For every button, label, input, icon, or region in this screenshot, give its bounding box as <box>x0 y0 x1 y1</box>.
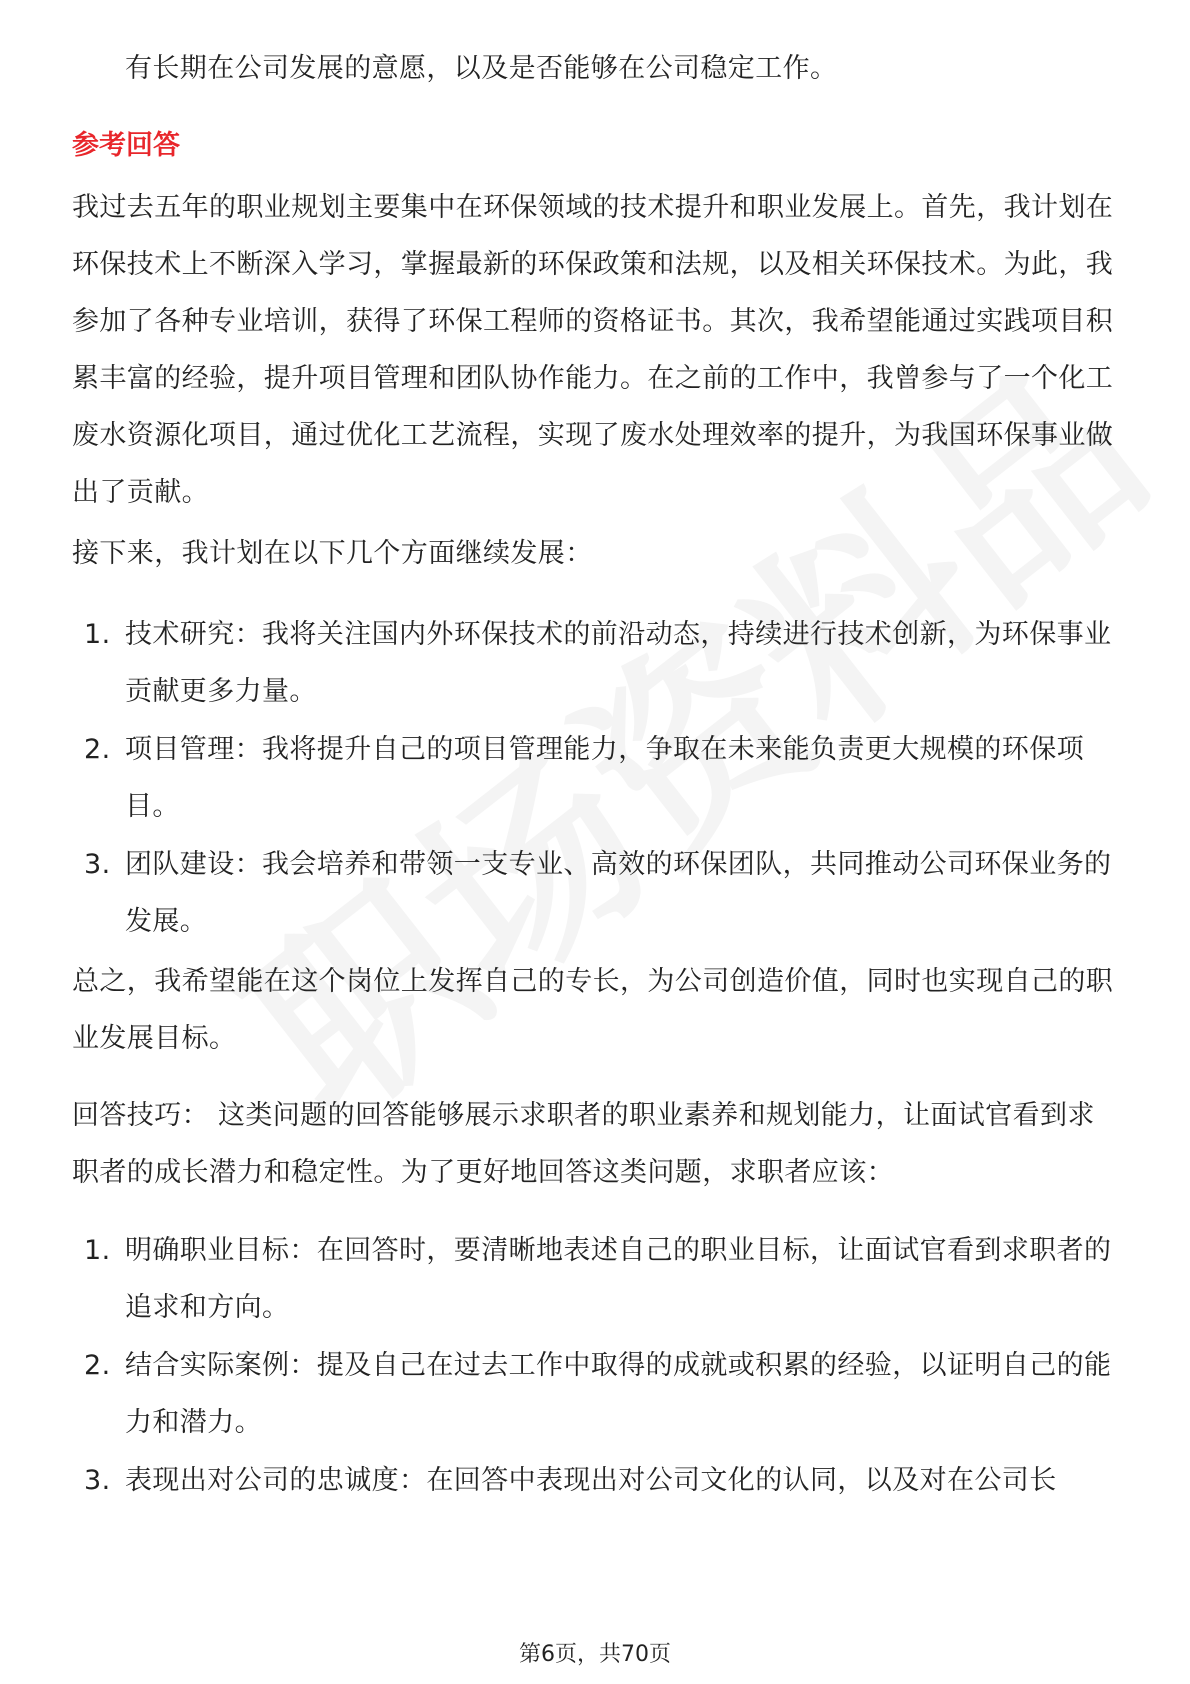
list-item <box>72 721 1117 835</box>
list-item-text: 团队建设：我会培养和带领一支专业、高效的环保团队，共同推动公司环保业务的发展。 <box>125 849 1112 937</box>
list-item-text: 项目管理：我将提升自己的项目管理能力，争取在未来能负责更大规模的环保项目。 <box>125 734 1084 822</box>
list-number: 3. <box>84 1465 111 1496</box>
plan-list <box>72 606 1117 951</box>
list-item <box>72 1222 1117 1336</box>
list-number: 1. <box>84 619 111 650</box>
list-number: 2. <box>84 1350 111 1381</box>
section-heading: 参考回答 <box>72 130 180 161</box>
page-number-footer: 第6页，共70页 <box>519 1642 671 1667</box>
list-number: 3. <box>84 849 111 880</box>
list-number: 1. <box>84 1235 111 1266</box>
list-number: 2. <box>84 734 111 765</box>
plan-intro-paragraph: 接下来，我计划在以下几个方面继续发展： <box>72 538 593 569</box>
list-item-text: 明确职业目标：在回答时，要清晰地表述自己的职业目标，让面试官看到求职者的追求和方向。 <box>125 1235 1112 1323</box>
tips-list <box>72 1222 1117 1510</box>
list-item <box>72 1337 1117 1451</box>
list-item-text: 表现出对公司的忠诚度：在回答中表现出对公司文化的认同，以及对在公司长 <box>125 1465 1057 1496</box>
list-item-text: 技术研究：我将关注国内外环保技术的前沿动态，持续进行技术创新，为环保事业贡献更多力量。 <box>125 619 1112 707</box>
answer-paragraph: 我过去五年的职业规划主要集中在环保领域的技术提升和职业发展上。首先，我计划在环保技术上不断深入学习，掌握最新的环保政策和法规，以及相关环保技术。为此，我参加了各种专业培训，获得了环保工程师的资格证书。其次，我希望能通过实践项目积累丰富的经验，提升项目管理和团队协作能力。在之前的工作中，我曾参与了一个化工废水资源化项目，通过优化工艺流程，实现了废水处理效率的提升，为我国环保事业做出了贡献。 <box>72 192 1114 508</box>
tips-paragraph: 回答技巧： 这类问题的回答能够展示求职者的职业素养和规划能力，让面试官看到求职者的成长潜力和稳定性。为了更好地回答这类问题，求职者应该： <box>72 1100 1095 1188</box>
list-item-text: 结合实际案例：提及自己在过去工作中取得的成就或积累的经验，以证明自己的能力和潜力。 <box>125 1350 1112 1438</box>
list-item <box>72 606 1117 720</box>
list-item <box>72 1452 1117 1509</box>
continuation-line: 有长期在公司发展的意愿，以及是否能够在公司稳定工作。 <box>125 53 838 84</box>
summary-paragraph: 总之，我希望能在这个岗位上发挥自己的专长，为公司创造价值，同时也实现自己的职业发展目标。 <box>72 966 1114 1054</box>
list-item <box>72 836 1117 950</box>
